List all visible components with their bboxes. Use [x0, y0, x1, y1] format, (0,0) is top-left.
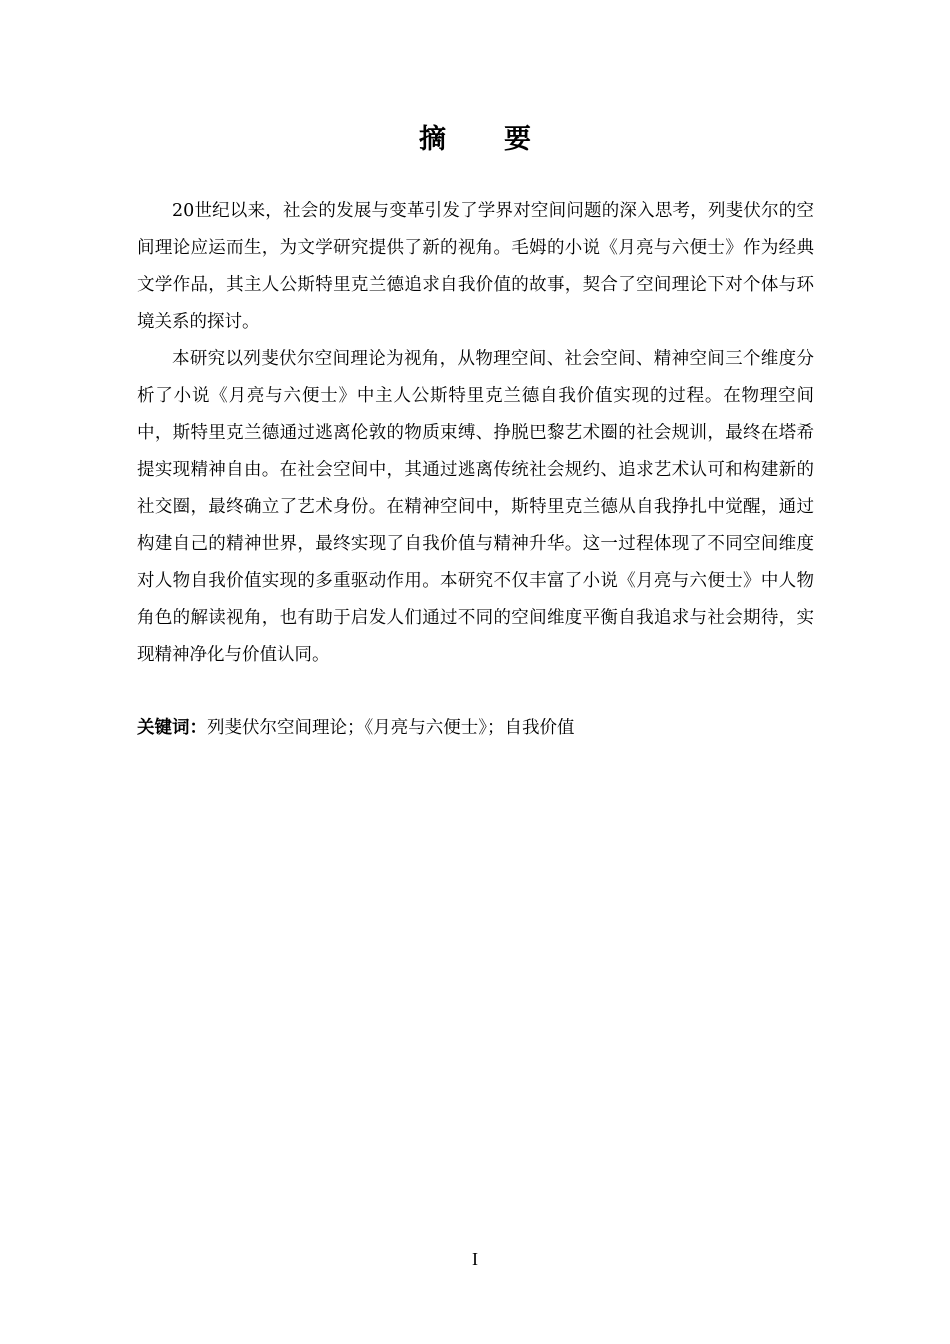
page-number: I	[472, 1249, 478, 1269]
keywords-label: 关键词：	[137, 718, 207, 738]
abstract-body	[137, 193, 814, 674]
keywords-line	[137, 710, 814, 747]
page-title: 摘 要	[418, 124, 556, 155]
abstract-paragraph-2: 本研究以列斐伏尔空间理论为视角，从物理空间、社会空间、精神空间三个维度分析了小说《月亮与六便士》中主人公斯特里克兰德自我价值实现的过程。在物理空间中，斯特里克兰德通过逃离伦敦的物质束缚、挣脱巴黎艺术圈的社会规训，最终在塔希提实现精神自由。在社会空间中，其通过逃离传统社会规约、追求艺术认可和构建新的社交圈，最终确立了艺术身份。在精神空间中，斯特里克兰德从自我挣扎中觉醒，通过构建自己的精神世界，最终实现了自我价值与精神升华。这一过程体现了不同空间维度对人物自我价值实现的多重驱动作用。本研究不仅丰富了小说《月亮与六便士》中人物角色的解读视角，也有助于启发人们通过不同的空间维度平衡自我追求与社会期待，实现精神净化与价值认同。	[137, 349, 814, 665]
abstract-paragraph-1: 20世纪以来，社会的发展与变革引发了学界对空间问题的深入思考，列斐伏尔的空间理论应运而生，为文学研究提供了新的视角。毛姆的小说《月亮与六便士》作为经典文学作品，其主人公斯特里克兰德追求自我价值的故事，契合了空间理论下对个体与环境关系的探讨。	[137, 201, 814, 332]
keywords-text: 列斐伏尔空间理论；《月亮与六便士》；自我价值	[207, 718, 575, 738]
